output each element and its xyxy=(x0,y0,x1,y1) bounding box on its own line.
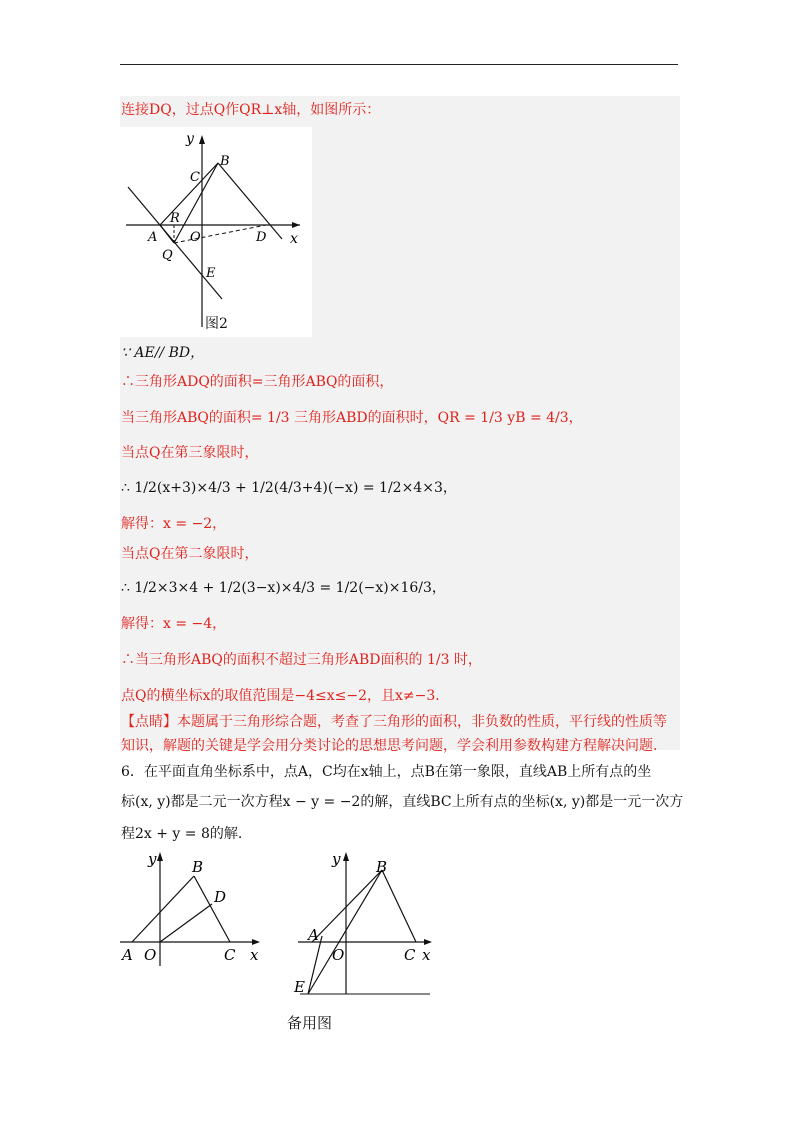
label-y: y xyxy=(186,131,194,147)
x-axis-arrow-icon xyxy=(424,939,432,945)
backup-figure xyxy=(290,848,450,1002)
label-o: O xyxy=(144,946,157,964)
label-q: Q xyxy=(162,248,173,263)
question-6-line-3: 程2x + y = 8的解. xyxy=(121,826,243,842)
question-6-line-2: 标(x, y)都是二元一次方程x − y = −2的解，直线BC上所有点的坐标(x, y)都是一元一次方 xyxy=(121,794,684,810)
line-ab xyxy=(132,876,194,942)
solution-line-8: 当点Q在第二象限时， xyxy=(121,546,259,562)
label-r: R xyxy=(170,211,180,226)
label-b: B xyxy=(192,858,204,876)
solution-line-12: 点Q的横坐标x的取值范围是−4≤x≤−2，且x≠−3． xyxy=(121,688,450,704)
review-tag: 【点睛】 xyxy=(121,714,177,730)
label-a: A xyxy=(122,946,133,964)
solution-line-9: ∴ 1/2×3×4 + 1/2(3−x)×4/3 = 1/2(−x)×16/3， xyxy=(121,580,446,596)
label-c: C xyxy=(224,946,236,964)
label-b: B xyxy=(376,858,388,876)
line-ab xyxy=(312,870,382,942)
label-x: x xyxy=(422,946,431,964)
figure-2-diagram xyxy=(120,127,312,337)
label-o: O xyxy=(190,230,201,245)
line-eb xyxy=(308,870,382,994)
label-e: E xyxy=(294,978,305,996)
x-axis-arrow-icon xyxy=(292,222,300,228)
x-axis-arrow-icon xyxy=(252,939,260,945)
backup-figure-caption: 备用图 xyxy=(287,1014,333,1032)
label-y: y xyxy=(332,850,341,868)
label-c: C xyxy=(404,946,416,964)
label-x: x xyxy=(290,231,298,247)
label-a: A xyxy=(308,926,319,944)
label-o: O xyxy=(332,946,345,964)
line-bd xyxy=(218,163,282,239)
line-aq xyxy=(160,225,174,243)
review-line-2: 知识，解题的关键是学会用分类讨论的思想思考问题，学会利用参数构建方程解决问题. xyxy=(121,738,658,754)
label-b: B xyxy=(220,154,230,169)
backup-diagram xyxy=(290,848,450,998)
figure-2 xyxy=(120,127,312,337)
solution-line-2: ∵ AE// BD， xyxy=(121,345,205,361)
review-text-1: 本题属于三角形综合题，考查了三角形的面积，非负数的性质，平行线的性质等 xyxy=(177,714,667,730)
line-bc xyxy=(194,876,230,942)
question-6-diagram xyxy=(118,848,268,968)
line-ea xyxy=(308,936,322,994)
y-axis-arrow-icon xyxy=(157,852,163,861)
question-6-figure xyxy=(118,848,268,972)
line-dq-dashed xyxy=(174,225,266,243)
solution-line-3: ∴三角形ADQ的面积=三角形ABQ的面积， xyxy=(121,374,394,390)
figure-2-caption: 图2 xyxy=(205,316,228,332)
solution-line-10: 解得：x = −4， xyxy=(121,616,227,632)
solution-line-6: ∴ 1/2(x+3)×4/3 + 1/2(4/3+4)(−x) = 1/2×4×3， xyxy=(121,480,457,496)
solution-line-11: ∴当三角形ABQ的面积不超过三角形ABD面积的 1/3 时， xyxy=(121,652,482,668)
y-axis-arrow-icon xyxy=(343,852,349,861)
solution-line-7: 解得：x = −2， xyxy=(121,516,227,532)
line-od xyxy=(160,904,212,942)
solution-line-5: 当点Q在第三象限时， xyxy=(121,445,259,461)
label-d: D xyxy=(256,230,267,245)
solution-line-4: 当三角形ABQ的面积= 1/3 三角形ABD的面积时，QR = 1/3 yB = 4/3， xyxy=(121,410,583,426)
question-6-line-1: 6．在平面直角坐标系中，点A，C均在x轴上，点B在第一象限，直线AB上所有点的坐 xyxy=(121,764,652,780)
header-rule xyxy=(120,64,678,65)
label-y: y xyxy=(148,850,157,868)
label-x: x xyxy=(250,946,259,964)
label-a: A xyxy=(148,230,158,245)
line-bc xyxy=(382,870,416,942)
y-axis-arrow-icon xyxy=(199,135,205,144)
label-c: C xyxy=(190,170,200,185)
review-line-1 xyxy=(121,712,667,732)
solution-line-1: 连接DQ，过点Q作QR⊥x轴，如图所示： xyxy=(121,102,381,118)
label-d: D xyxy=(214,888,227,906)
label-e: E xyxy=(206,266,216,281)
